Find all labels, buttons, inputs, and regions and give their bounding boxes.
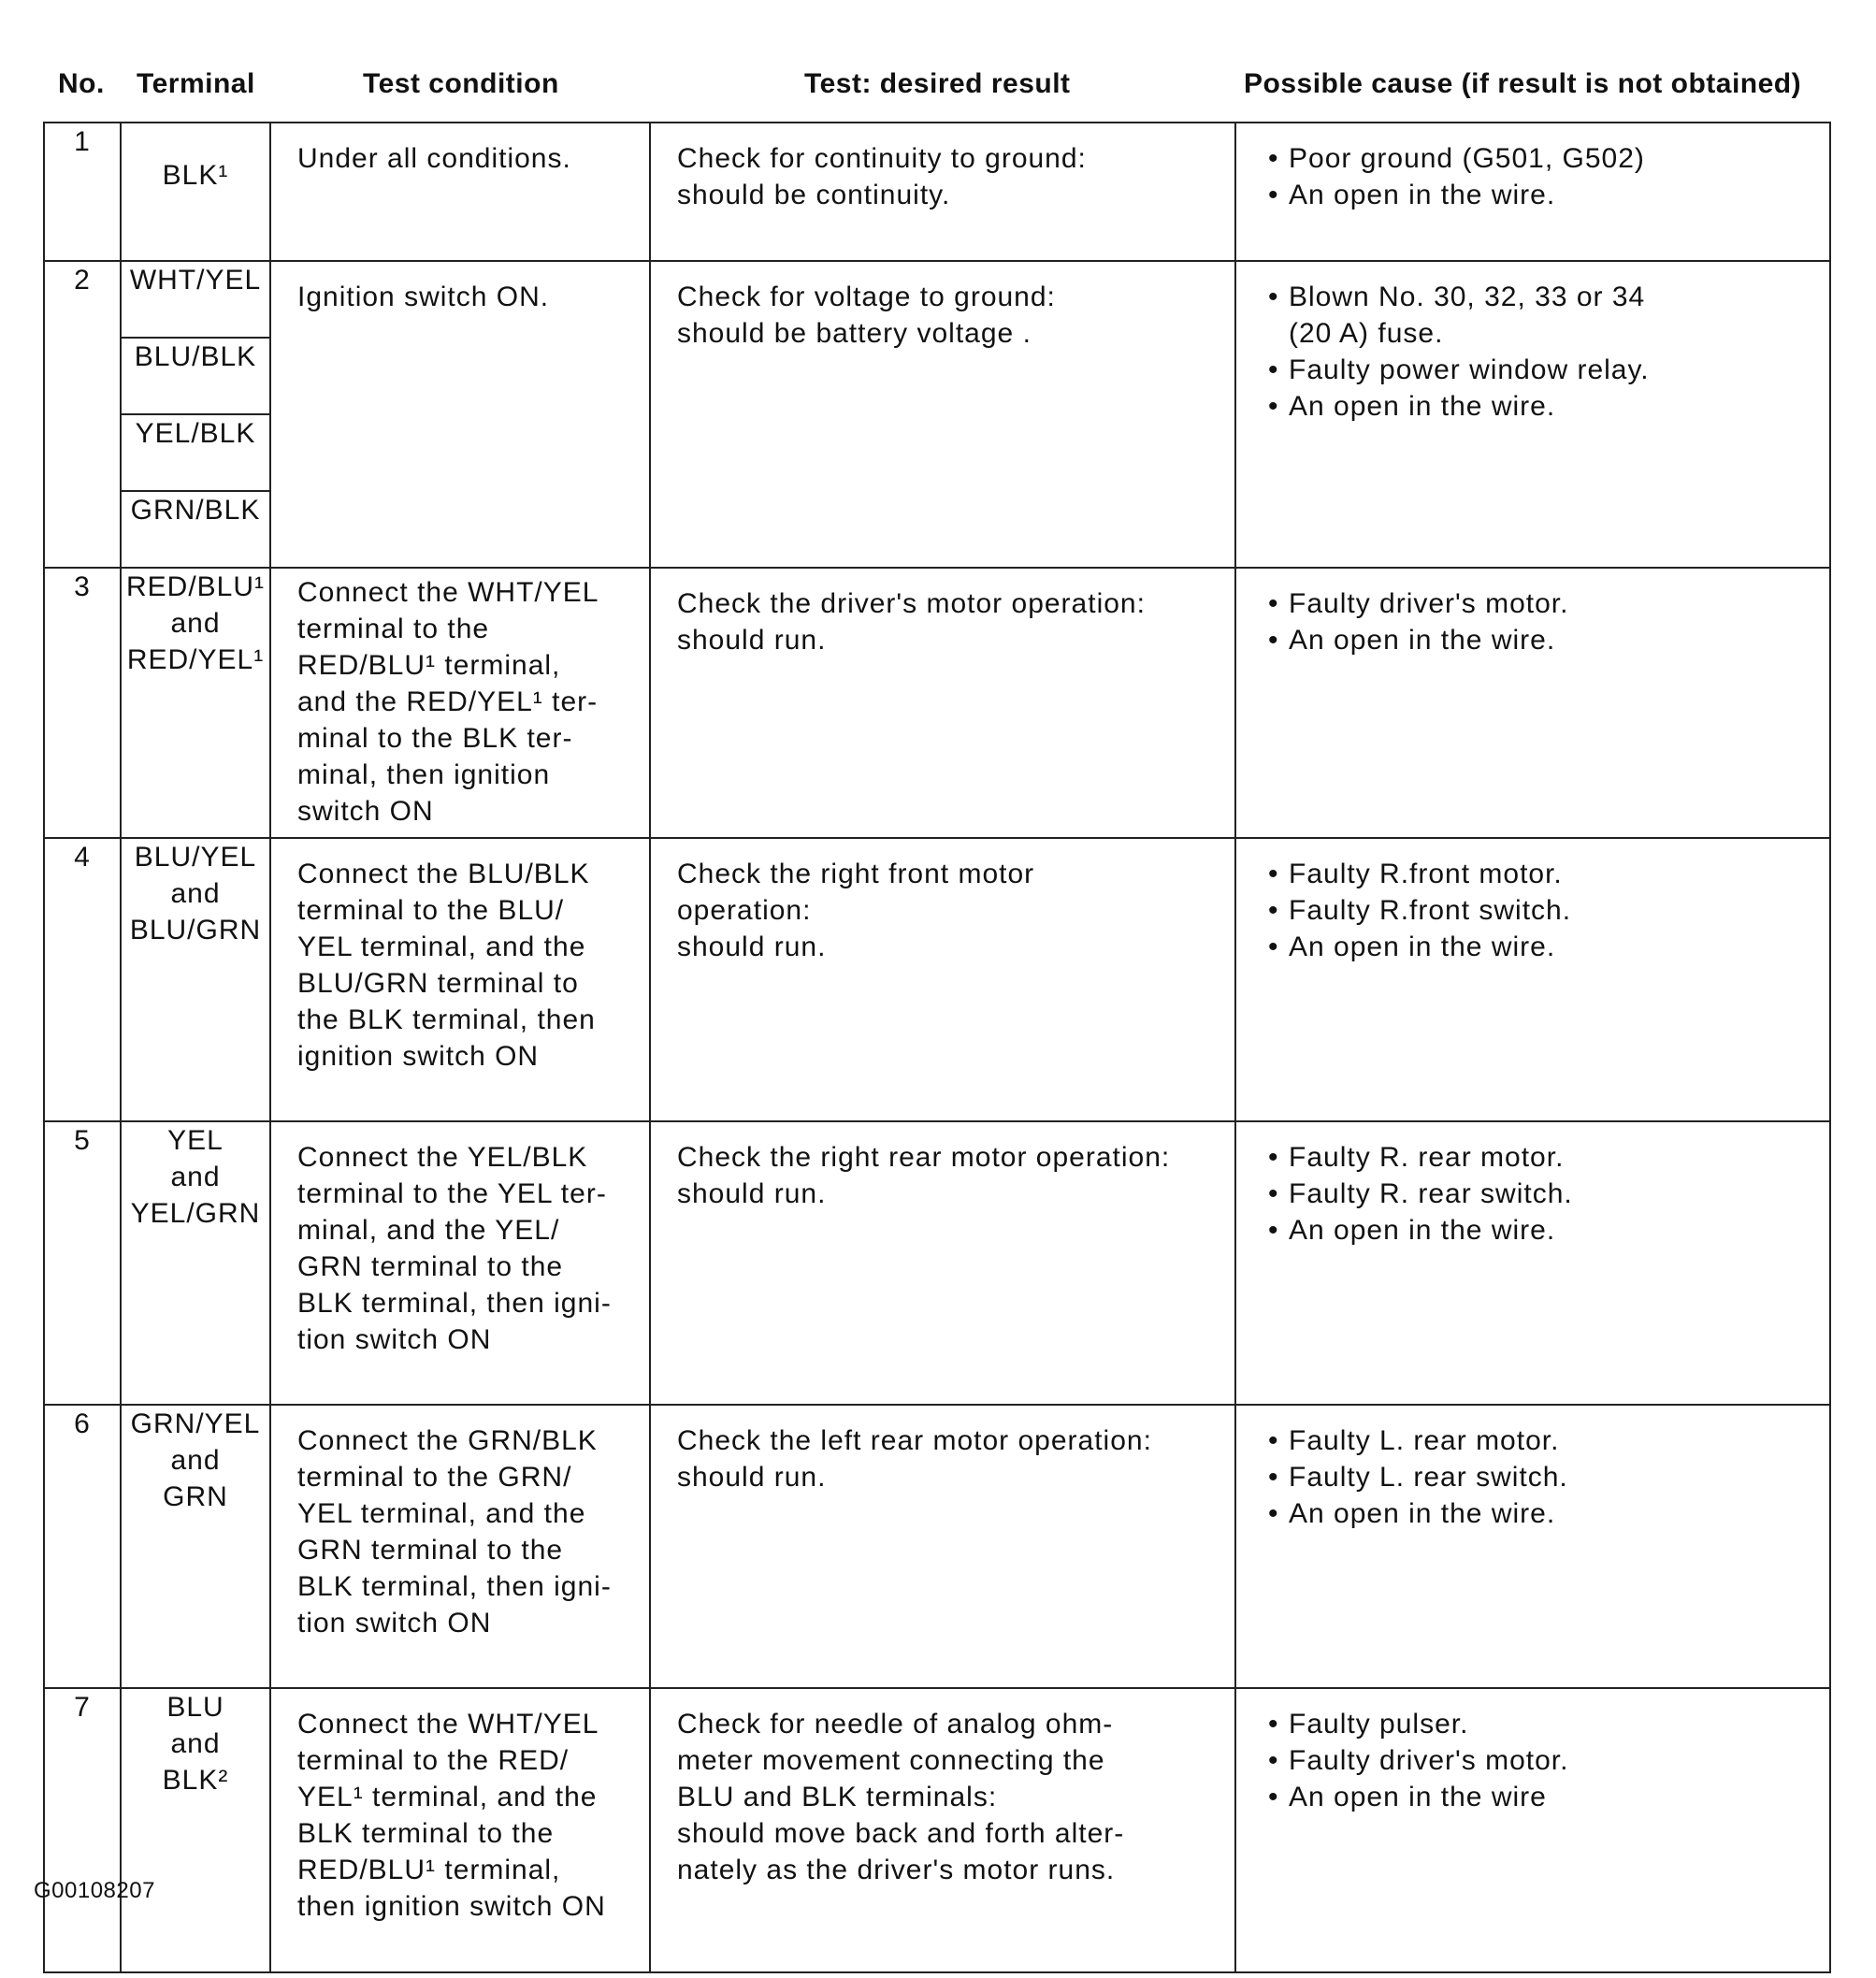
bullet-icon: •	[1268, 895, 1279, 926]
bullet-icon: •	[1268, 354, 1279, 385]
cause-item: • Blown No. 30, 32, 33 or 34	[1268, 279, 1814, 315]
bullet-icon: •	[1268, 282, 1279, 312]
terminal-label: and	[170, 1728, 221, 1759]
terminal-label: BLU/BLK	[134, 341, 257, 372]
condition-line: minal, then ignition	[297, 759, 551, 790]
result-line: Check for voltage to ground:	[677, 282, 1056, 312]
condition-line: Connect the WHT/YEL	[297, 577, 599, 608]
row-number: 7	[44, 1688, 121, 1972]
bullet-icon: •	[1268, 1782, 1279, 1812]
terminal-label: YEL	[167, 1125, 224, 1156]
bullet-icon: •	[1268, 1425, 1279, 1456]
cause-item: • An open in the wire.	[1268, 622, 1814, 658]
bullet-icon: •	[1268, 1215, 1279, 1246]
condition-line: terminal to the YEL ter-	[297, 1178, 607, 1209]
result-line: Check the driver's motor operation:	[677, 588, 1146, 619]
result-line: Check for continuity to ground:	[677, 143, 1087, 174]
terminal-cell	[121, 491, 270, 568]
terminal-label: GRN	[163, 1481, 228, 1512]
result-line: should run.	[677, 931, 827, 962]
terminal-label: and	[170, 608, 221, 639]
terminal-label: BLU	[166, 1692, 224, 1723]
cause-item: • Faulty R. rear motor.	[1268, 1139, 1814, 1176]
possible-cause-cell	[1235, 123, 1830, 261]
test-condition-cell	[270, 123, 650, 261]
cause-item: • An open in the wire.	[1268, 1495, 1814, 1532]
condition-line: terminal to the	[297, 614, 490, 644]
possible-cause-cell	[1235, 1121, 1830, 1405]
terminal-cell	[121, 123, 270, 261]
bullet-icon: •	[1268, 1178, 1279, 1209]
bullet-icon: •	[1268, 391, 1279, 422]
cause-item: • Faulty driver's motor.	[1268, 1742, 1814, 1779]
row-number: 4	[44, 838, 121, 1121]
cause-item-continued: (20 A) fuse.	[1289, 318, 1444, 349]
header-no: No.	[58, 68, 105, 99]
condition-line: Ignition switch ON.	[297, 282, 550, 312]
row-number: 5	[44, 1121, 121, 1405]
test-condition-cell	[270, 1688, 650, 1972]
condition-line: minal to the BLK ter-	[297, 723, 573, 754]
bullet-icon: •	[1268, 180, 1279, 210]
cause-item: • Faulty pulser.	[1268, 1706, 1814, 1742]
possible-cause-cell	[1235, 1405, 1830, 1688]
header-test-condition: Test condition	[363, 68, 559, 99]
result-line: Check the right front motor	[677, 859, 1035, 889]
cause-item: • An open in the wire.	[1268, 929, 1814, 965]
cause-item: • Faulty R.front motor.	[1268, 856, 1814, 892]
bullet-icon: •	[1268, 1462, 1279, 1493]
condition-line: Connect the GRN/BLK	[297, 1425, 598, 1456]
result-line: Check the left rear motor operation:	[677, 1425, 1152, 1456]
table-row	[44, 123, 1830, 261]
cause-item: • Faulty driver's motor.	[1268, 585, 1814, 622]
table-row	[44, 568, 1830, 838]
desired-result-cell	[650, 568, 1235, 838]
bullet-icon: •	[1268, 625, 1279, 656]
terminal-label: and	[170, 1445, 221, 1476]
condition-line: YEL¹ terminal, and the	[297, 1782, 598, 1812]
condition-line: Connect the BLU/BLK	[297, 859, 590, 889]
desired-result-cell	[650, 838, 1235, 1121]
possible-cause-cell	[1235, 261, 1830, 568]
terminal-label: and	[170, 1162, 221, 1192]
test-condition-cell	[270, 261, 650, 568]
test-condition-cell	[270, 1121, 650, 1405]
condition-line: terminal to the RED/	[297, 1745, 570, 1776]
condition-line: the BLK terminal, then	[297, 1004, 596, 1035]
condition-line: tion switch ON	[297, 1324, 492, 1355]
desired-result-cell	[650, 261, 1235, 568]
condition-line: Connect the YEL/BLK	[297, 1142, 588, 1173]
terminal-label: BLK²	[162, 1765, 229, 1796]
table-row	[44, 1688, 1830, 1972]
terminal-label: RED/BLU¹	[125, 571, 266, 602]
cause-item: • Faulty power window relay.	[1268, 352, 1814, 388]
bullet-icon: •	[1268, 143, 1279, 174]
result-line: operation:	[677, 895, 812, 926]
terminal-cell	[121, 838, 270, 1121]
header-possible-cause: Possible cause (if result is not obtained)	[1244, 68, 1802, 99]
result-line: should be battery voltage .	[677, 318, 1032, 349]
condition-line: RED/BLU¹ terminal,	[297, 650, 561, 681]
terminal-cell	[121, 1688, 270, 1972]
condition-line: Connect the WHT/YEL	[297, 1709, 599, 1740]
possible-cause-cell	[1235, 838, 1830, 1121]
result-line: Check for needle of analog ohm-	[677, 1709, 1114, 1740]
condition-line: BLK terminal, then igni-	[297, 1288, 612, 1319]
terminal-label: YEL/BLK	[135, 418, 256, 449]
header-desired-result: Test: desired result	[804, 68, 1071, 99]
condition-line: GRN terminal to the	[297, 1251, 564, 1282]
column-headers	[0, 56, 1876, 112]
cause-item: • An open in the wire.	[1268, 1212, 1814, 1249]
row-number: 2	[44, 261, 121, 568]
terminal-cell	[121, 1405, 270, 1688]
row-number: 1	[44, 123, 121, 261]
table-row	[44, 1405, 1830, 1688]
result-line: BLU and BLK terminals:	[677, 1782, 998, 1812]
cause-item: • An open in the wire	[1268, 1779, 1814, 1815]
cause-item: • An open in the wire.	[1268, 177, 1814, 213]
bullet-icon: •	[1268, 1709, 1279, 1740]
cause-item: • An open in the wire.	[1268, 388, 1814, 425]
condition-line: BLK terminal, then igni-	[297, 1571, 612, 1602]
result-line: Check the right rear motor operation:	[677, 1142, 1171, 1173]
terminal-test-table	[43, 122, 1831, 1973]
terminal-cell	[121, 414, 270, 491]
terminal-label: WHT/YEL	[129, 265, 262, 296]
terminal-label: YEL/GRN	[130, 1198, 261, 1229]
terminal-label: RED/YEL¹	[126, 644, 265, 675]
possible-cause-cell	[1235, 568, 1830, 838]
result-line: meter movement connecting the	[677, 1745, 1105, 1776]
row-number: 6	[44, 1405, 121, 1688]
condition-line: RED/BLU¹ terminal,	[297, 1855, 561, 1885]
bullet-icon: •	[1268, 1142, 1279, 1173]
row-number: 3	[44, 568, 121, 838]
terminal-cell	[121, 338, 270, 414]
result-line: should run.	[677, 625, 827, 656]
cause-item: • Faulty L. rear motor.	[1268, 1422, 1814, 1459]
desired-result-cell	[650, 1688, 1235, 1972]
terminal-cell	[121, 261, 270, 338]
condition-line: BLK terminal to the	[297, 1818, 555, 1849]
condition-line: ignition switch ON	[297, 1041, 540, 1072]
bullet-icon: •	[1268, 859, 1279, 889]
table-row	[44, 261, 1830, 338]
cause-item: • Faulty R.front switch.	[1268, 892, 1814, 929]
condition-line: and the RED/YEL¹ ter-	[297, 686, 599, 717]
condition-line: Under all conditions.	[297, 143, 571, 174]
terminal-label: GRN/YEL	[130, 1408, 261, 1439]
result-line: nately as the driver's motor runs.	[677, 1855, 1116, 1885]
desired-result-cell	[650, 1405, 1235, 1688]
cause-item: • Faulty R. rear switch.	[1268, 1176, 1814, 1212]
result-line: should run.	[677, 1178, 827, 1209]
test-condition-cell	[270, 1405, 650, 1688]
bullet-icon: •	[1268, 1745, 1279, 1776]
possible-cause-cell	[1235, 1688, 1830, 1972]
test-condition-cell	[270, 568, 650, 838]
terminal-label: and	[170, 878, 221, 909]
desired-result-cell	[650, 123, 1235, 261]
terminal-label: BLU/YEL	[134, 842, 257, 873]
cause-item: • Faulty L. rear switch.	[1268, 1459, 1814, 1495]
condition-line: switch ON	[297, 796, 434, 827]
header-terminal: Terminal	[137, 68, 255, 99]
condition-line: minal, and the YEL/	[297, 1215, 560, 1246]
bullet-icon: •	[1268, 931, 1279, 962]
condition-line: GRN terminal to the	[297, 1535, 564, 1566]
desired-result-cell	[650, 1121, 1235, 1405]
condition-line: terminal to the GRN/	[297, 1462, 572, 1493]
terminal-cell	[121, 568, 270, 838]
test-condition-cell	[270, 838, 650, 1121]
result-line: should move back and forth alter-	[677, 1818, 1125, 1849]
bullet-icon: •	[1268, 1498, 1279, 1529]
terminal-label: BLU/GRN	[129, 915, 262, 946]
terminal-label: BLK¹	[162, 160, 229, 191]
condition-line: YEL terminal, and the	[297, 1498, 586, 1529]
table-row	[44, 838, 1830, 1121]
result-line: should be continuity.	[677, 180, 951, 210]
condition-line: terminal to the BLU/	[297, 895, 565, 926]
terminal-label: GRN/BLK	[130, 495, 261, 526]
condition-line: then ignition switch ON	[297, 1891, 606, 1922]
condition-line: YEL terminal, and the	[297, 931, 586, 962]
terminal-cell	[121, 1121, 270, 1405]
cause-item: • Poor ground (G501, G502)	[1268, 140, 1814, 177]
condition-line: tion switch ON	[297, 1608, 492, 1639]
result-line: should run.	[677, 1462, 827, 1493]
bullet-icon: •	[1268, 588, 1279, 619]
table-row	[44, 1121, 1830, 1405]
figure-code: G00108207	[34, 1878, 155, 1903]
condition-line: BLU/GRN terminal to	[297, 968, 579, 999]
